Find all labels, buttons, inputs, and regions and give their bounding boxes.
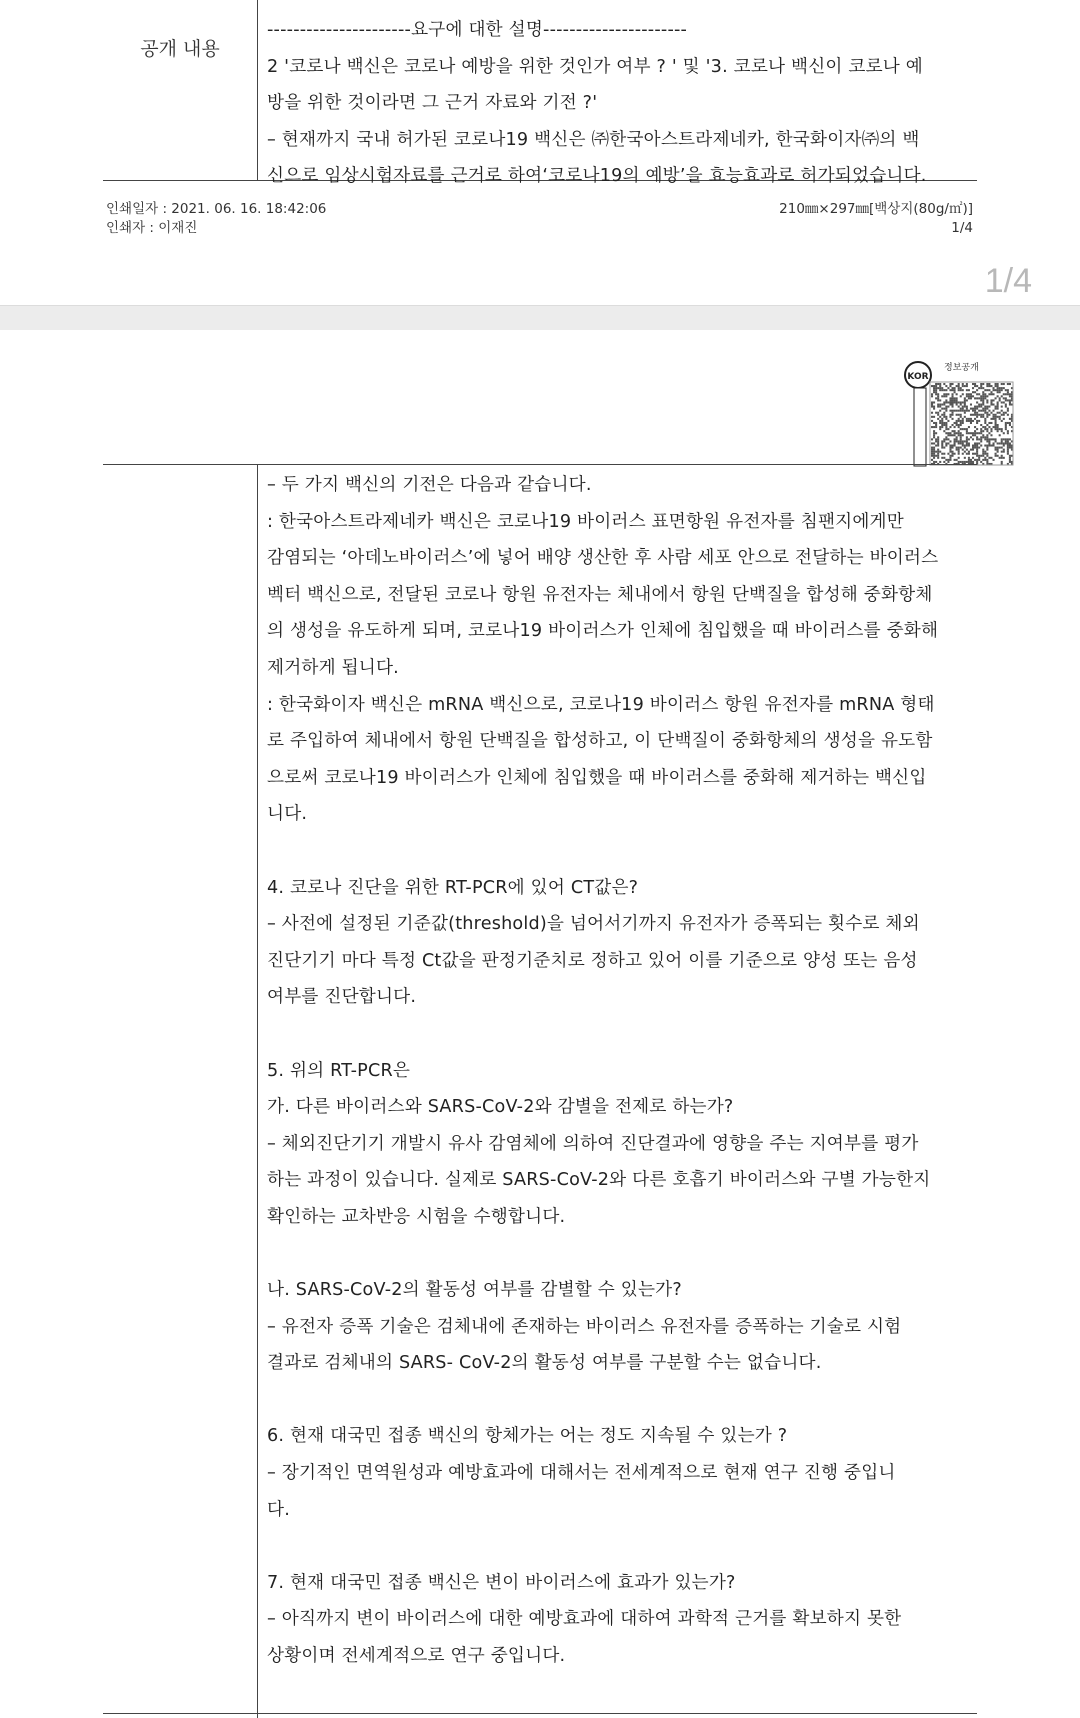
- information-disclosure-seal: [900, 360, 1015, 475]
- content-line: 하는 과정이 있습니다. 실제로 SARS-CoV-2와 다른 호흡기 바이러스와 구별 가능한지: [267, 1170, 931, 1191]
- content-line: 으로써 코로나19 바이러스가 인체에 침입했을 때 바이러스를 중화해 제거하는 백신입: [267, 767, 927, 788]
- content-line: : 한국아스트라제네카 백신은 코로나19 바이러스 표면항원 유전자를 침팬지에게만: [267, 511, 904, 532]
- content-line: : 한국화이자 백신은 mRNA 백신으로, 코로나19 바이러스 항원 유전자를 mRNA 형태: [267, 694, 935, 715]
- table-column-divider: [257, 464, 258, 1718]
- content-line: 의 생성을 유도하게 되며, 코로나19 바이러스가 인체에 침입했을 때 바이러스를 중화해: [267, 621, 939, 642]
- content-line: 나. SARS-CoV-2의 활동성 여부를 감별할 수 있는가?: [267, 1280, 682, 1301]
- content-line: ----------------------요구에 대한 설명----------------------: [267, 20, 688, 40]
- content-line: 확인하는 교차반응 시험을 수행합니다.: [267, 1206, 566, 1227]
- content-line: 진단기기 마다 특정 Ct값을 판정기준치로 정하고 있어 이를 기준으로 양성 또는 음성: [267, 950, 918, 971]
- content-line: – 장기적인 면역원성과 예방효과에 대해서는 전세계적으로 현재 연구 진행 중입니: [267, 1463, 896, 1484]
- page-footer-number: 1/4: [951, 220, 973, 236]
- viewer-page-indicator: 1/4: [984, 262, 1032, 300]
- content-line: [267, 833, 972, 870]
- content-line: – 현재까지 국내 허가된 코로나19 백신은 ㈜한국아스트라제네카, 한국화이자㈜의 백: [267, 129, 920, 150]
- paper-spec: 210㎜×297㎜[백상지(80g/㎡)]: [779, 201, 973, 217]
- content-line: 방을 위한 것이라면 그 근거 자료와 기전 ?': [267, 93, 598, 114]
- content-line: 가. 다른 바이러스와 SARS-CoV-2와 감별을 전제로 하는가?: [267, 1097, 734, 1118]
- document-page-2: [0, 330, 1080, 1718]
- content-line: – 유전자 증폭 기술은 검체내에 존재하는 바이러스 유전자를 증폭하는 기술로 시험: [267, 1316, 902, 1337]
- print-date: 인쇄일자 : 2021. 06. 16. 18:42:06: [106, 201, 327, 217]
- content-line: 7. 현재 대국민 접종 백신은 변이 바이러스에 효과가 있는가?: [267, 1572, 736, 1593]
- document-page-1: [0, 0, 1080, 305]
- content-line: 니다.: [267, 804, 308, 825]
- content-line: [267, 1382, 972, 1419]
- content-line: 여부를 진단합니다.: [267, 987, 417, 1008]
- print-info: [106, 200, 326, 238]
- seal-icon: [900, 360, 1015, 475]
- content-line: 다.: [267, 1499, 290, 1520]
- content-line: 신으로 임상시험자료를 근거로 하여‘코로나19의 예방’을 효능효과로 허가되었습니다.: [267, 166, 927, 187]
- table-column-divider: [257, 0, 258, 180]
- content-line: 2 '코로나 백신은 코로나 예방을 위한 것인가 여부 ? ' 및 '3. 코로나 백신이 코로나 예: [267, 56, 923, 77]
- content-line: 4. 코로나 진단을 위한 RT-PCR에 있어 CT값은?: [267, 877, 639, 898]
- table-top-border: [103, 464, 977, 465]
- content-line: 감염되는 ‘아데노바이러스’에 넣어 배양 생산한 후 사람 세포 안으로 전달하는 바이러스: [267, 548, 939, 569]
- disclosure-content: [267, 12, 972, 195]
- disclosure-content: [267, 467, 972, 1675]
- content-line: 벡터 백신으로, 전달된 코로나 항원 유전자는 체내에서 항원 단백질을 합성해 중화항체: [267, 584, 933, 605]
- table-bottom-border: [103, 1713, 977, 1714]
- content-line: [267, 1235, 972, 1272]
- content-line: 제거하게 됩니다.: [267, 657, 399, 678]
- disclosure-logo-text: 정보공개: [944, 363, 979, 373]
- content-line: – 두 가지 백신의 기전은 다음과 같습니다.: [267, 475, 592, 495]
- content-line: 로 주입하여 체내에서 항원 단백질을 합성하고, 이 단백질이 중화항체의 생성을 유도함: [267, 731, 933, 752]
- content-line: 5. 위의 RT-PCR은: [267, 1060, 411, 1081]
- content-line: [267, 1016, 972, 1053]
- printer-name: 인쇄자 : 이재진: [106, 220, 198, 236]
- content-line: – 사전에 설정된 기준값(threshold)을 넘어서기까지 유전자가 증폭되는 횟수로 체외: [267, 914, 920, 935]
- paper-info: [779, 200, 973, 238]
- content-line: [267, 1528, 972, 1565]
- content-line: – 아직까지 변이 바이러스에 대한 예방효과에 대하여 과학적 근거를 확보하지 못한: [267, 1609, 902, 1630]
- page-separator: [0, 305, 1080, 331]
- content-line: 6. 현재 대국민 접종 백신의 항체가는 어는 정도 지속될 수 있는가 ?: [267, 1426, 788, 1447]
- qr-code: [931, 383, 1013, 465]
- content-line: 결과로 검체내의 SARS- CoV-2의 활동성 여부를 구분할 수는 없습니다.: [267, 1353, 822, 1374]
- kor-text: KOR: [907, 372, 929, 382]
- content-line: – 체외진단기기 개발시 유사 감염체에 의하여 진단결과에 영향을 주는 지여부를 평가: [267, 1133, 919, 1154]
- content-line: 상황이며 전세계적으로 연구 중입니다.: [267, 1646, 566, 1666]
- section-label: 공개 내용: [140, 38, 220, 60]
